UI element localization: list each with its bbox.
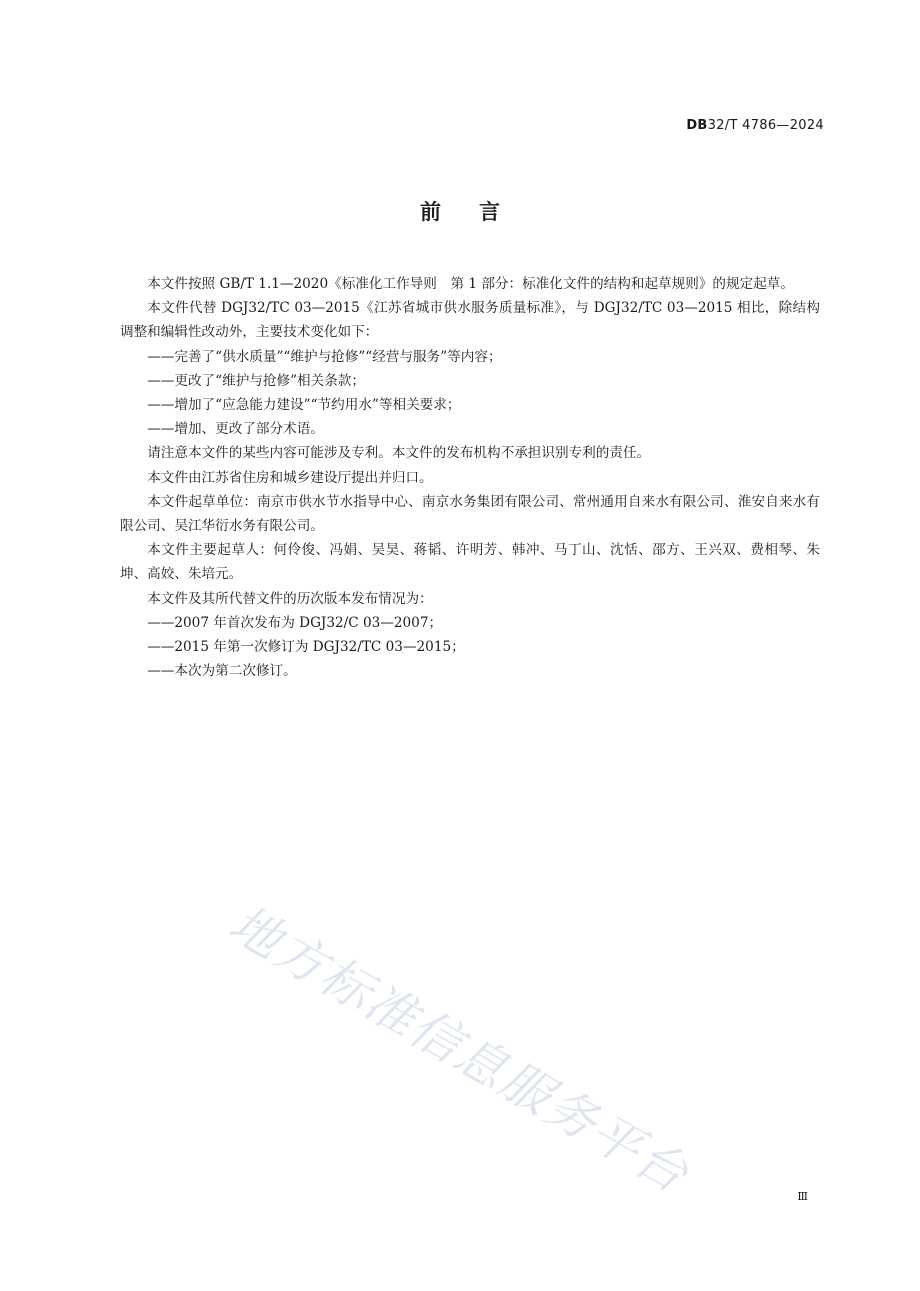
change-item: ——增加了“应急能力建设”“节约用水”等相关要求； [147,397,461,414]
paragraph-replacement: 本文件代替 DGJ32/TC 03—2015《江苏省城市供水服务质量标准》，与 DGJ32/TC 03—2015 相比，除结构调整和编辑性改动外，主要技术变化如下： [120,300,820,341]
paragraph-drafting-rules: 本文件按照 GB/T 1.1—2020《标准化工作导则 第 1 部分：标准化文件的结构和起草规则》的规定起草。 [147,276,794,292]
document-code-number: 32/T 4786—2024 [707,118,824,133]
paragraph-version-history: 本文件及其所代替文件的历次版本发布情况为： [147,590,433,607]
change-item: ——更改了“维护与抢修”相关条款； [147,372,365,389]
history-item: ——本次为第二次修订。 [147,663,297,680]
paragraph-drafters: 本文件主要起草人：何伶俊、冯娟、吴昊、蒋韬、许明芳、韩冲、马丁山、沈恬、邵方、王兴双、费相琴、朱坤、高姣、朱培元。 [120,542,820,583]
change-item: ——增加、更改了部分术语。 [147,421,324,438]
page-number: Ⅲ [797,1190,808,1203]
watermark: 地方标准信息服务平台 [219,894,699,1205]
change-item: ——完善了“供水质量”“维护与抢修”“经营与服务”等内容； [147,348,502,365]
document-code-prefix: DB [686,118,708,133]
document-code [686,118,824,133]
paragraph-patent-notice: 请注意本文件的某些内容可能涉及专利。本文件的发布机构不承担识别专利的责任。 [147,445,651,462]
page-title: 前言 [420,200,538,224]
history-item: ——2007 年首次发布为 DGJ32/C 03—2007； [147,614,443,631]
paragraph-proposer: 本文件由江苏省住房和城乡建设厅提出并归口。 [147,469,433,486]
foreword-body [120,272,820,683]
paragraph-drafting-units: 本文件起草单位：南京市供水节水指导中心、南京水务集团有限公司、常州通用自来水有限公司、淮安自来水有限公司、吴江华衍水务有限公司。 [120,493,820,535]
history-item: ——2015 年第一次修订为 DGJ32/TC 03—2015； [147,639,465,656]
